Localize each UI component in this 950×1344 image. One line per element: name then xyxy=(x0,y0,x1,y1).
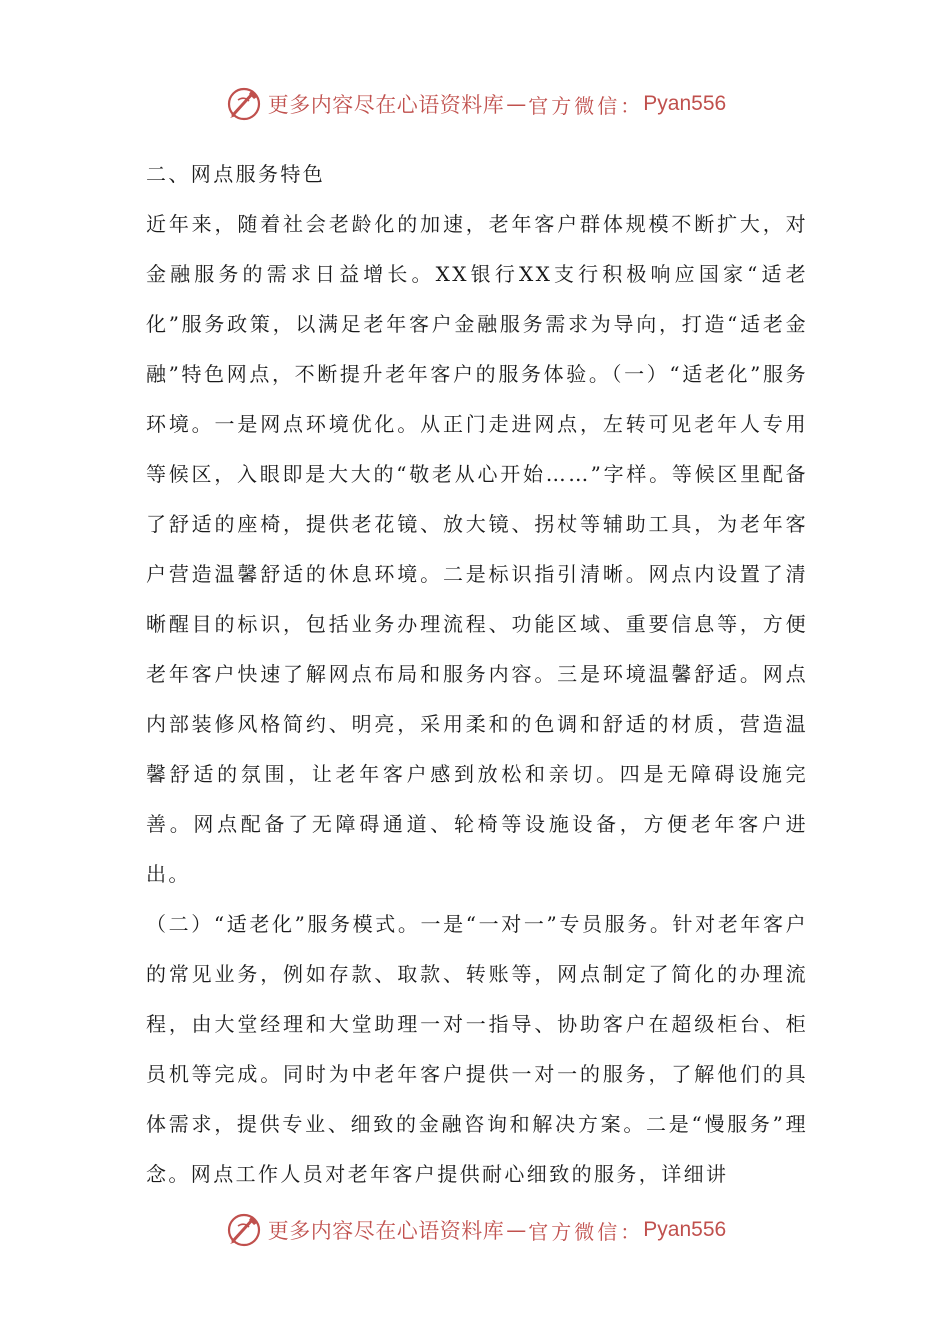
watermark-dash: — xyxy=(506,1218,527,1242)
paragraph: 近年来，随着社会老龄化的加速，老年客户群体规模不断扩大，对金融服务的需求日益增长。XX银行XX支行积极响应国家“适老化”服务政策，以满足老年客户金融服务需求为导向，打造“适老金融”特色网点，不断提升老年客户的服务体验。（一）“适老化”服务环境。一是网点环境优化。从正门走进网点，左转可见老年人专用等候区，入眼即是大大的“敬老从心开始……”字样。等候区里配备了舒适的座椅，提供老花镜、放大镜、拐杖等辅助工具，为老年客户营造温馨舒适的休息环境。二是标识指引清晰。网点内设置了清晰醒目的标识，包括业务办理流程、功能区域、重要信息等，方便老年客户快速了解网点布局和服务内容。三是环境温馨舒适。网点内部装修风格简约、明亮，采用柔和的色调和舒适的材质，营造温馨舒适的氛围，让老年客户感到放松和亲切。四是无障碍设施完善。网点配备了无障碍通道、轮椅等设施设备，方便老年客户进出。 xyxy=(146,212,808,886)
watermark-label: 官方微信： xyxy=(528,1219,644,1244)
watermark-title: 更多内容尽在心语资料库 xyxy=(267,93,505,117)
paragraph: （二）“适老化”服务模式。一是“一对一”专员服务。针对老年客户的常见业务，例如存款、取款、转账等，网点制定了简化的办理流程，由大堂经理和大堂助理一对一指导、协助客户在超级柜台、柜员机等完成。同时为中老年客户提供一对一的服务，了解他们的具体需求，提供专业、细致的金融咨询和解决方案。二是“慢服务”理念。网点工作人员对老年客户提供耐心细致的服务，详细讲 xyxy=(146,912,808,1186)
header-watermark xyxy=(0,82,950,126)
watermark-wechat-id: Pyan556 xyxy=(643,92,727,115)
watermark-wechat-id: Pyan556 xyxy=(643,1218,727,1241)
section-heading: 二、网点服务特色 xyxy=(146,162,326,186)
document-body xyxy=(146,149,808,1199)
pen-seal-logo-icon xyxy=(224,1210,264,1250)
watermark-label: 官方微信： xyxy=(528,93,644,118)
footer-watermark xyxy=(0,1208,950,1252)
watermark-dash: — xyxy=(506,92,527,116)
watermark-title: 更多内容尽在心语资料库 xyxy=(267,1219,505,1243)
pen-seal-logo-icon xyxy=(224,84,264,124)
